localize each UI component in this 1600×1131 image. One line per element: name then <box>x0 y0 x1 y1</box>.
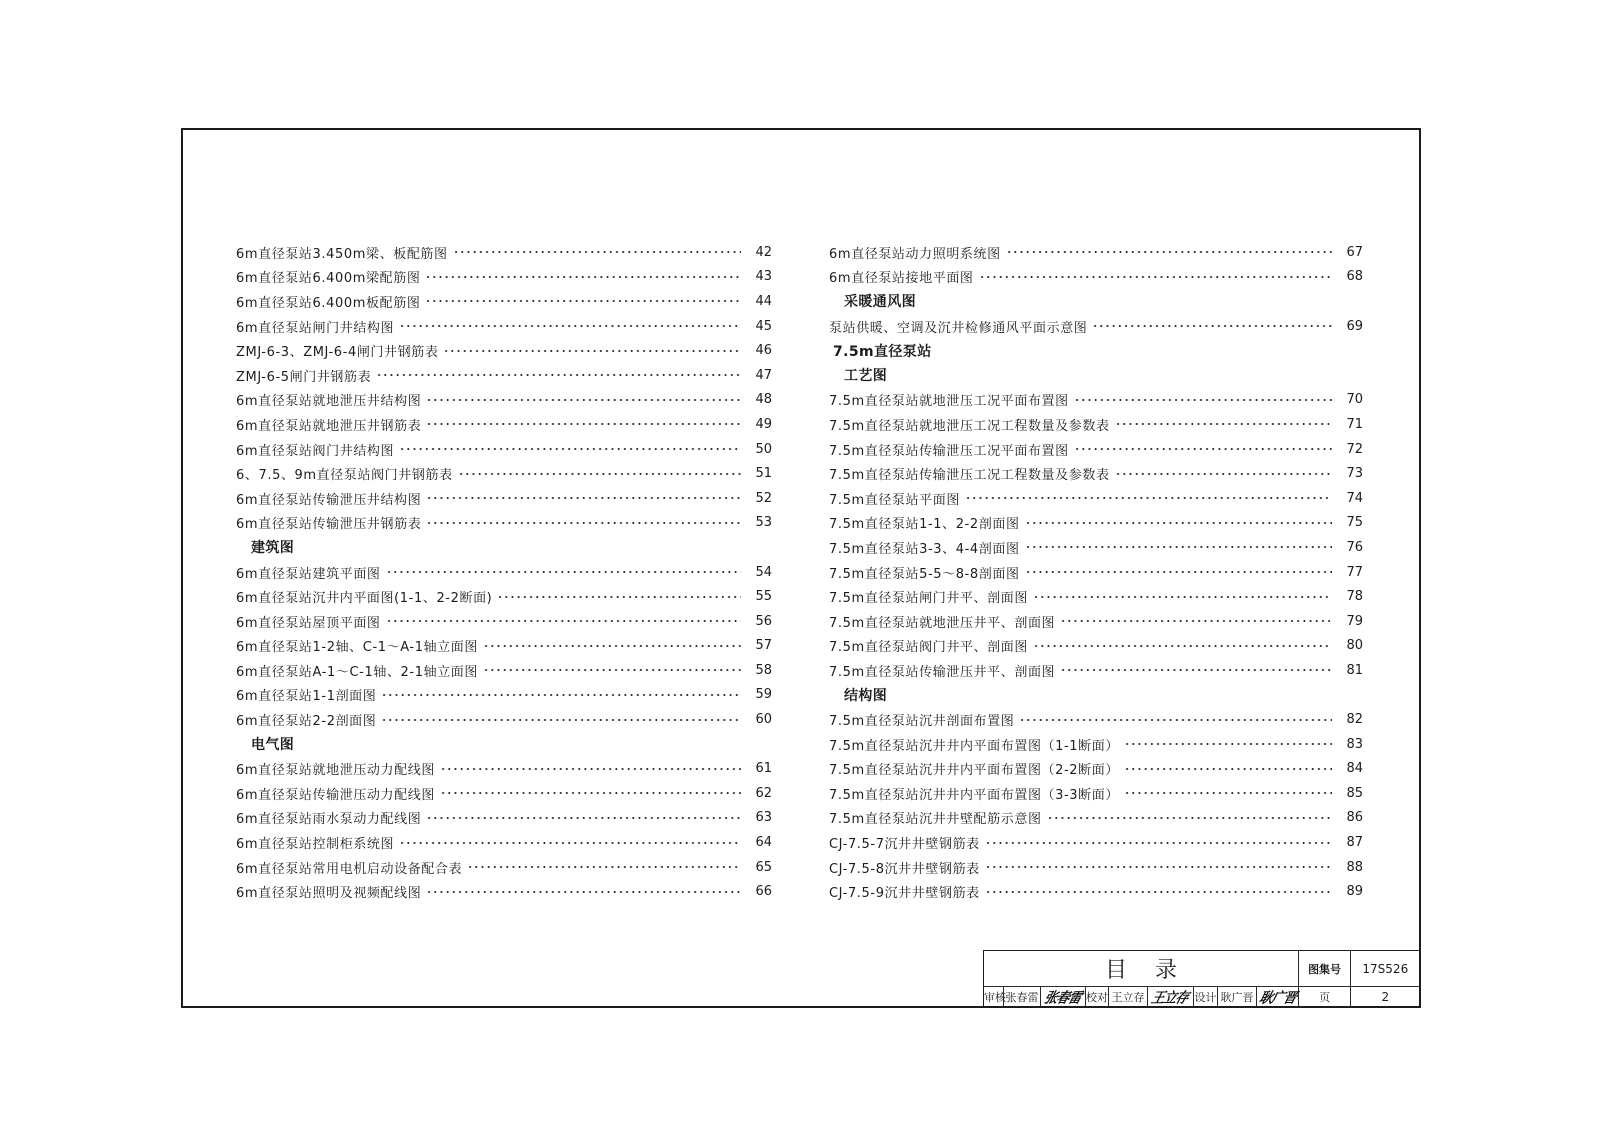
toc-entry-page: 75 <box>1346 515 1363 531</box>
toc-entry <box>829 461 1363 486</box>
toc-entry-page: 82 <box>1346 712 1363 728</box>
toc-entry-page: 46 <box>755 343 772 359</box>
toc-entry-page: 86 <box>1346 810 1363 826</box>
toc-leader-dots <box>467 865 741 869</box>
toc-leader-dots <box>1019 718 1332 722</box>
toc-entry-title: 6m直径泵站雨水泵动力配线图 <box>236 812 422 828</box>
toc-entry <box>236 412 772 437</box>
toc-leader-dots <box>985 890 1332 894</box>
toc-left-column <box>236 240 772 904</box>
toc-entry <box>236 437 772 462</box>
toc-leader-dots <box>425 275 741 279</box>
sheet-title: 目录 <box>984 951 1299 987</box>
toc-entry <box>236 461 772 486</box>
toc-entry-page: 58 <box>755 662 772 678</box>
toc-subsection-heading: 采暖通风图 <box>844 294 916 311</box>
toc-subsection-heading: 电气图 <box>251 737 295 754</box>
toc-entry-page: 43 <box>755 269 772 285</box>
designer-name: 耿广晋 <box>1218 987 1257 1007</box>
toc-entry-title: 7.5m直径泵站就地泄压工况平面布置图 <box>829 394 1069 410</box>
toc-leader-dots <box>1092 324 1332 328</box>
toc-entry-title: CJ-7.5-7沉井井壁钢筋表 <box>829 837 980 853</box>
toc-leader-dots <box>497 595 741 599</box>
check-label: 校对 <box>1086 987 1109 1007</box>
checker-signature-cell <box>1148 987 1194 1007</box>
toc-entry <box>236 634 772 659</box>
toc-subsection-heading: 建筑图 <box>251 540 295 557</box>
toc-leader-dots <box>1115 472 1332 476</box>
toc-entry <box>829 634 1363 659</box>
reviewer-signature-cell <box>1041 987 1086 1007</box>
toc-entry-page: 78 <box>1346 589 1363 605</box>
toc-entry-page: 84 <box>1346 761 1363 777</box>
toc-entry <box>829 806 1363 831</box>
toc-entry-title: 7.5m直径泵站平面图 <box>829 492 960 508</box>
toc-leader-dots <box>399 841 741 845</box>
toc-subsection-heading: 工艺图 <box>844 368 888 385</box>
reviewer-name: 张春雷 <box>1004 987 1041 1007</box>
page-label: 页 <box>1299 987 1351 1007</box>
toc-entry <box>829 535 1363 560</box>
toc-entry <box>829 584 1363 609</box>
toc-entry-page: 54 <box>755 564 772 580</box>
toc-leader-dots <box>1033 595 1332 599</box>
toc-leader-dots <box>1060 668 1332 672</box>
toc-entry-page: 88 <box>1346 859 1363 875</box>
atlas-number-label: 图集号 <box>1299 951 1351 987</box>
toc-entry-title: 6m直径泵站照明及视频配线图 <box>236 886 422 902</box>
toc-entry-page: 76 <box>1346 539 1363 555</box>
toc-entry-title: CJ-7.5-9沉井井壁钢筋表 <box>829 886 980 902</box>
toc-entry-page: 62 <box>755 785 772 801</box>
toc-entry-page: 81 <box>1346 662 1363 678</box>
toc-entry <box>829 240 1363 265</box>
toc-leader-dots <box>440 767 741 771</box>
toc-entry <box>236 658 772 683</box>
toc-entry-page: 85 <box>1346 785 1363 801</box>
toc-entry-page: 64 <box>755 835 772 851</box>
toc-leader-dots <box>381 693 741 697</box>
toc-section-heading: 7.5m直径泵站 <box>833 343 932 360</box>
toc-entry <box>236 781 772 806</box>
toc-entry <box>829 265 1363 290</box>
checker-name: 王立存 <box>1109 987 1148 1007</box>
toc-entry <box>829 609 1363 634</box>
toc-leader-dots <box>1074 447 1332 451</box>
toc-entry-title: 6m直径泵站接地平面图 <box>829 271 974 287</box>
toc-entry-title: 6m直径泵站阀门井结构图 <box>236 443 395 459</box>
toc-leader-dots <box>399 324 741 328</box>
atlas-number: 17S526 <box>1351 951 1420 987</box>
page-number: 2 <box>1351 987 1420 1007</box>
toc-entry-page: 56 <box>755 613 772 629</box>
toc-entry <box>236 314 772 339</box>
toc-entry <box>829 437 1363 462</box>
toc-entry-page: 51 <box>755 466 772 482</box>
toc-entry <box>829 486 1363 511</box>
toc-leader-dots <box>483 644 741 648</box>
toc-entry <box>236 388 772 413</box>
toc-entry-title: 7.5m直径泵站沉井井内平面布置图（3-3断面） <box>829 787 1119 803</box>
toc-entry-title: 6m直径泵站6.400m板配筋图 <box>236 295 421 311</box>
toc-entry-page: 65 <box>755 859 772 875</box>
toc-leader-dots <box>1025 545 1332 549</box>
toc-entry-title: 7.5m直径泵站沉井剖面布置图 <box>829 714 1015 730</box>
toc-leader-dots <box>426 496 741 500</box>
toc-leader-dots <box>1124 791 1332 795</box>
toc-subsection-heading: 结构图 <box>844 687 888 704</box>
toc-leader-dots <box>1025 570 1332 574</box>
toc-leader-dots <box>425 299 741 303</box>
toc-entry-page: 59 <box>755 687 772 703</box>
toc-entry <box>236 879 772 904</box>
toc-entry-title: 6m直径泵站1-2轴、C-1～A-1轴立面图 <box>236 640 478 656</box>
toc-entry-title: 7.5m直径泵站阀门井平、剖面图 <box>829 640 1028 656</box>
toc-entry-page: 49 <box>755 416 772 432</box>
toc-entry-page: 71 <box>1346 416 1363 432</box>
toc-entry-page: 60 <box>755 712 772 728</box>
toc-entry-page: 73 <box>1346 466 1363 482</box>
toc-entry-title: 7.5m直径泵站就地泄压井平、剖面图 <box>829 615 1056 631</box>
toc-entry <box>236 289 772 314</box>
toc-entry-title: 6m直径泵站常用电机启动设备配合表 <box>236 861 463 877</box>
toc-entry <box>829 879 1363 904</box>
toc-entry-title: 7.5m直径泵站闸门井平、剖面图 <box>829 591 1028 607</box>
toc-entry-title: 6m直径泵站就地泄压动力配线图 <box>236 763 435 779</box>
toc-entry-page: 77 <box>1346 564 1363 580</box>
toc-entry-page: 61 <box>755 761 772 777</box>
toc-entry-title: 6m直径泵站A-1～C-1轴、2-1轴立面图 <box>236 664 478 680</box>
review-label: 审核 <box>984 987 1004 1007</box>
checker-signature: 王立存 <box>1149 990 1191 1008</box>
toc-entry-title: ZMJ-6-3、ZMJ-6-4闸门井钢筋表 <box>236 345 439 361</box>
toc-entry-title: 6m直径泵站屋顶平面图 <box>236 615 381 631</box>
toc-entry <box>829 314 1363 339</box>
toc-entry-title: 6m直径泵站建筑平面图 <box>236 566 381 582</box>
toc-leader-dots <box>979 275 1332 279</box>
toc-entry <box>236 683 772 708</box>
reviewer-signature: 张春雷 <box>1042 990 1083 1008</box>
toc-entry <box>236 338 772 363</box>
toc-entry-title: 7.5m直径泵站5-5～8-8剖面图 <box>829 566 1020 582</box>
toc-entry-page: 42 <box>755 244 772 260</box>
toc-entry <box>829 781 1363 806</box>
toc-entry-title: 6m直径泵站2-2剖面图 <box>236 714 377 730</box>
toc-leader-dots <box>399 447 741 451</box>
toc-entry-title: 7.5m直径泵站传输泄压工况平面布置图 <box>829 443 1069 459</box>
designer-signature: 耿广晋 <box>1256 990 1298 1008</box>
toc-entry <box>829 511 1363 536</box>
design-label: 设计 <box>1194 987 1218 1007</box>
toc-leader-dots <box>985 841 1332 845</box>
toc-entry-page: 83 <box>1346 736 1363 752</box>
toc-entry <box>236 806 772 831</box>
toc-entry <box>236 240 772 265</box>
toc-entry <box>829 830 1363 855</box>
toc-entry-title: 7.5m直径泵站1-1、2-2剖面图 <box>829 517 1020 533</box>
toc-entry-title: CJ-7.5-8沉井井壁钢筋表 <box>829 861 980 877</box>
toc-entry-page: 79 <box>1346 613 1363 629</box>
toc-entry-page: 66 <box>755 884 772 900</box>
toc-entry-page: 63 <box>755 810 772 826</box>
toc-leader-dots <box>386 570 741 574</box>
toc-leader-dots <box>1006 250 1332 254</box>
toc-entry-title: 6m直径泵站传输泄压井结构图 <box>236 492 422 508</box>
toc-leader-dots <box>426 422 741 426</box>
toc-entry <box>829 732 1363 757</box>
toc-entry <box>236 363 772 388</box>
toc-leader-dots <box>426 521 741 525</box>
toc-entry-page: 89 <box>1346 884 1363 900</box>
toc-entry-title: 7.5m直径泵站沉井井内平面布置图（2-2断面） <box>829 763 1119 779</box>
toc-entry <box>236 511 772 536</box>
toc-entry <box>236 707 772 732</box>
toc-entry <box>829 658 1363 683</box>
toc-leader-dots <box>1060 619 1332 623</box>
toc-entry-page: 50 <box>755 441 772 457</box>
toc-entry <box>236 486 772 511</box>
toc-leader-dots <box>1124 767 1332 771</box>
toc-leader-dots <box>1074 398 1332 402</box>
toc-entry-title: 6m直径泵站动力照明系统图 <box>829 246 1001 262</box>
toc-entry <box>236 855 772 880</box>
toc-entry-title: 6、7.5、9m直径泵站阀门井钢筋表 <box>236 468 453 484</box>
toc-entry-page: 52 <box>755 490 772 506</box>
toc-entry-title: 7.5m直径泵站沉井井壁配筋示意图 <box>829 812 1042 828</box>
toc-leader-dots <box>1025 521 1332 525</box>
toc-entry <box>236 584 772 609</box>
toc-leader-dots <box>1033 644 1332 648</box>
toc-entry-title: 6m直径泵站就地泄压井钢筋表 <box>236 418 422 434</box>
toc-leader-dots <box>426 890 741 894</box>
toc-leader-dots <box>443 349 741 353</box>
toc-entry <box>236 756 772 781</box>
toc-entry-page: 72 <box>1346 441 1363 457</box>
toc-entry-page: 47 <box>755 367 772 383</box>
toc-leader-dots <box>1124 742 1332 746</box>
toc-entry <box>236 560 772 585</box>
toc-entry <box>829 707 1363 732</box>
toc-leader-dots <box>458 472 741 476</box>
toc-entry-page: 68 <box>1346 269 1363 285</box>
toc-entry-title: 7.5m直径泵站传输泄压井平、剖面图 <box>829 664 1056 680</box>
toc-entry-page: 80 <box>1346 638 1363 654</box>
toc-leader-dots <box>381 718 741 722</box>
toc-entry-page: 57 <box>755 638 772 654</box>
toc-entry-page: 44 <box>755 293 772 309</box>
toc-entry-title: 6m直径泵站闸门井结构图 <box>236 320 395 336</box>
toc-entry <box>236 265 772 290</box>
toc-entry <box>829 756 1363 781</box>
designer-signature-cell <box>1257 987 1299 1007</box>
toc-entry-page: 74 <box>1346 490 1363 506</box>
title-block <box>983 950 1420 1007</box>
toc-entry-page: 69 <box>1346 318 1363 334</box>
toc-entry-title: ZMJ-6-5闸门井钢筋表 <box>236 369 372 385</box>
toc-entry <box>829 412 1363 437</box>
toc-right-column <box>829 240 1363 904</box>
toc-entry-title: 6m直径泵站就地泄压井结构图 <box>236 394 422 410</box>
toc-entry-title: 6m直径泵站3.450m梁、板配筋图 <box>236 246 448 262</box>
toc-entry-title: 7.5m直径泵站沉井井内平面布置图（1-1断面） <box>829 738 1119 754</box>
toc-leader-dots <box>965 496 1332 500</box>
toc-leader-dots <box>376 373 741 377</box>
toc-entry-title: 6m直径泵站传输泄压动力配线图 <box>236 787 435 803</box>
toc-entry <box>236 830 772 855</box>
toc-leader-dots <box>386 619 741 623</box>
toc-entry-title: 6m直径泵站沉井内平面图(1-1、2-2断面) <box>236 591 493 607</box>
toc-entry-title: 7.5m直径泵站3-3、4-4剖面图 <box>829 541 1020 557</box>
toc-entry-page: 45 <box>755 318 772 334</box>
toc-entry-title: 泵站供暖、空调及沉井检修通风平面示意图 <box>829 320 1088 336</box>
toc-leader-dots <box>1115 422 1332 426</box>
toc-entry-page: 48 <box>755 392 772 408</box>
toc-entry-page: 70 <box>1346 392 1363 408</box>
toc-entry <box>829 855 1363 880</box>
toc-entry-title: 6m直径泵站传输泄压井钢筋表 <box>236 517 422 533</box>
toc-entry <box>236 609 772 634</box>
toc-entry <box>829 388 1363 413</box>
toc-entry-page: 67 <box>1346 244 1363 260</box>
toc-entry-page: 53 <box>755 515 772 531</box>
toc-leader-dots <box>1047 816 1332 820</box>
toc-entry-title: 6m直径泵站1-1剖面图 <box>236 689 377 705</box>
toc-entry-title: 6m直径泵站控制柜系统图 <box>236 837 395 853</box>
toc-entry-title: 6m直径泵站6.400m梁配筋图 <box>236 271 421 287</box>
toc-entry-title: 7.5m直径泵站就地泄压工况工程数量及参数表 <box>829 418 1110 434</box>
toc-leader-dots <box>453 250 741 254</box>
toc-entry-page: 55 <box>755 589 772 605</box>
toc-leader-dots <box>440 791 741 795</box>
toc-leader-dots <box>985 865 1332 869</box>
toc-leader-dots <box>426 816 741 820</box>
toc-leader-dots <box>483 668 741 672</box>
toc-entry-page: 87 <box>1346 835 1363 851</box>
toc-entry-title: 7.5m直径泵站传输泄压工况工程数量及参数表 <box>829 468 1110 484</box>
toc-leader-dots <box>426 398 741 402</box>
toc-entry <box>829 560 1363 585</box>
